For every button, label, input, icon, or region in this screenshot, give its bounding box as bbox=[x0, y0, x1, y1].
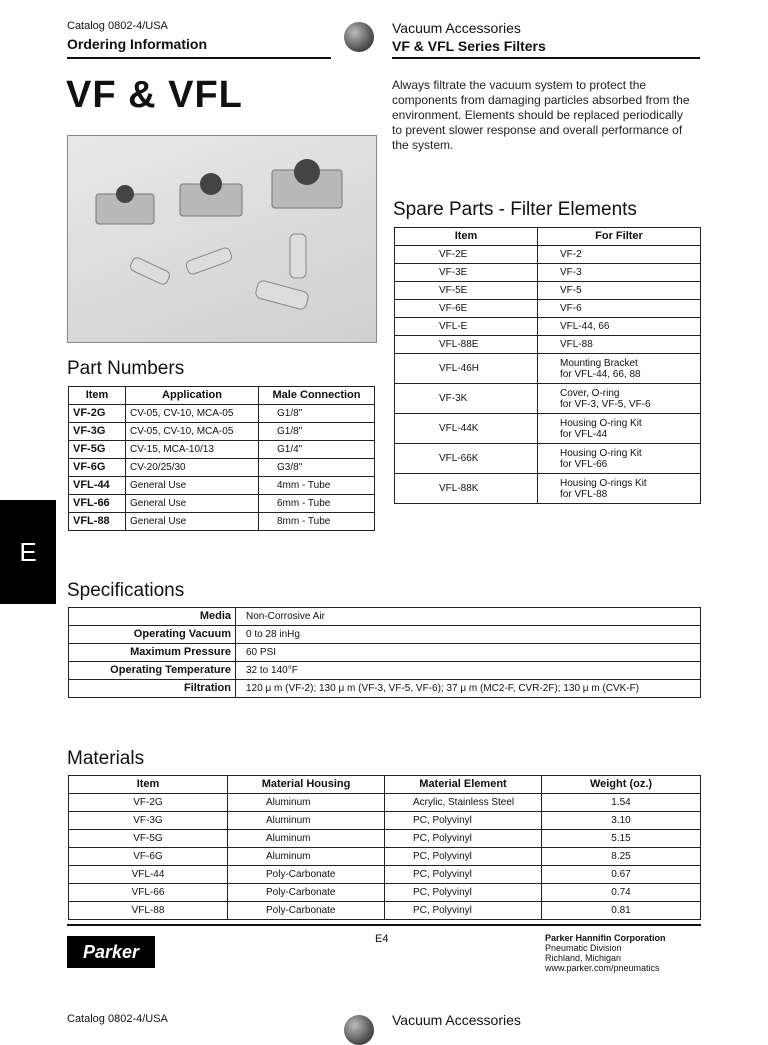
table-row bbox=[395, 474, 701, 504]
section-tab: E bbox=[0, 500, 56, 604]
filter-cell-line: Housing O-ring Kit bbox=[560, 447, 642, 459]
housing-cell: Aluminum bbox=[228, 794, 385, 812]
part-numbers-title: Part Numbers bbox=[67, 358, 185, 379]
table-row bbox=[69, 495, 375, 513]
product-photo bbox=[67, 135, 377, 343]
header-rule-left bbox=[67, 57, 331, 59]
item-cell: VFL-66 bbox=[69, 495, 126, 513]
table-row bbox=[69, 680, 701, 698]
housing-cell: Poly-Carbonate bbox=[228, 902, 385, 920]
intro-text: Always filtrate the vacuum system to protect the components from damaging particles absorbed from the environment. Elements should be replaced periodically to prevent slower response and overall performance of the system. bbox=[392, 78, 690, 152]
item-cell: VFL-66K bbox=[395, 444, 538, 474]
element-cell: PC, Polyvinyl bbox=[385, 812, 542, 830]
housing-cell: Poly-Carbonate bbox=[228, 866, 385, 884]
filter-cell-line: for VFL-66 bbox=[560, 458, 608, 470]
table-row bbox=[395, 384, 701, 414]
filter-cell-line: for VF-3, VF-5, VF-6 bbox=[560, 398, 651, 410]
table-row bbox=[69, 812, 701, 830]
globe-icon bbox=[344, 22, 374, 52]
element-cell: PC, Polyvinyl bbox=[385, 884, 542, 902]
item-cell: VFL-66 bbox=[69, 884, 228, 902]
element-cell: PC, Polyvinyl bbox=[385, 866, 542, 884]
spec-value: Non-Corrosive Air bbox=[236, 608, 701, 626]
footer-rule bbox=[67, 924, 701, 926]
table-row bbox=[395, 318, 701, 336]
connection-cell: G3/8" bbox=[259, 459, 375, 477]
table-row bbox=[395, 264, 701, 282]
weight-cell: 0.81 bbox=[542, 902, 701, 920]
application-cell: CV-20/25/30 bbox=[126, 459, 259, 477]
table-row bbox=[395, 444, 701, 474]
connection-cell: 6mm - Tube bbox=[259, 495, 375, 513]
item-cell: VF-3K bbox=[395, 384, 538, 414]
spare-parts-title: Spare Parts - Filter Elements bbox=[393, 199, 637, 220]
spec-label: Operating Temperature bbox=[69, 662, 236, 680]
table-row bbox=[69, 830, 701, 848]
specifications-title: Specifications bbox=[67, 580, 185, 601]
page-number: E4 bbox=[375, 933, 389, 945]
item-cell: VFL-44 bbox=[69, 866, 228, 884]
item-cell: VFL-44K bbox=[395, 414, 538, 444]
item-cell: VFL-44 bbox=[69, 477, 126, 495]
category-label: Vacuum Accessories bbox=[392, 20, 521, 36]
spec-label: Operating Vacuum bbox=[69, 626, 236, 644]
application-cell: General Use bbox=[126, 495, 259, 513]
item-cell: VF-3G bbox=[69, 812, 228, 830]
next-page-category: Vacuum Accessories bbox=[392, 1012, 521, 1028]
weight-cell: 0.67 bbox=[542, 866, 701, 884]
table-row bbox=[69, 459, 375, 477]
filter-cell: VF-6 bbox=[538, 300, 701, 318]
table-header-row bbox=[395, 228, 701, 246]
element-cell: PC, Polyvinyl bbox=[385, 848, 542, 866]
item-cell: VFL-46H bbox=[395, 354, 538, 384]
filter-cell-line: Cover, O-ring bbox=[560, 387, 620, 399]
page-title: VF & VFL bbox=[66, 74, 243, 116]
series-label: VF & VFL Series Filters bbox=[392, 38, 546, 54]
spec-value: 0 to 28 inHg bbox=[236, 626, 701, 644]
application-cell: General Use bbox=[126, 513, 259, 531]
table-row bbox=[69, 441, 375, 459]
item-cell: VF-3E bbox=[395, 264, 538, 282]
part-numbers-table bbox=[68, 386, 375, 531]
division-name: Pneumatic Division bbox=[545, 943, 622, 953]
weight-cell: 8.25 bbox=[542, 848, 701, 866]
item-cell: VF-2G bbox=[69, 405, 126, 423]
spec-label: Maximum Pressure bbox=[69, 644, 236, 662]
table-row bbox=[395, 282, 701, 300]
connection-cell: 8mm - Tube bbox=[259, 513, 375, 531]
table-row bbox=[69, 626, 701, 644]
weight-cell: 1.54 bbox=[542, 794, 701, 812]
table-row bbox=[395, 300, 701, 318]
weight-cell: 0.74 bbox=[542, 884, 701, 902]
column-header: Item bbox=[69, 387, 126, 405]
column-header: Material Element bbox=[385, 776, 542, 794]
spec-value: 60 PSI bbox=[236, 644, 701, 662]
item-cell: VF-3G bbox=[69, 423, 126, 441]
filter-cell: VF-5 bbox=[538, 282, 701, 300]
spec-value: 32 to 140°F bbox=[236, 662, 701, 680]
filter-cell: VF-2 bbox=[538, 246, 701, 264]
header-rule-right bbox=[392, 57, 700, 59]
item-cell: VF-2G bbox=[69, 794, 228, 812]
weight-cell: 5.15 bbox=[542, 830, 701, 848]
catalog-number: Catalog 0802-4/USA bbox=[67, 20, 168, 32]
element-cell: Acrylic, Stainless Steel bbox=[385, 794, 542, 812]
item-cell: VF-5G bbox=[69, 830, 228, 848]
table-row bbox=[69, 405, 375, 423]
table-row bbox=[69, 794, 701, 812]
column-header: Weight (oz.) bbox=[542, 776, 701, 794]
connection-cell: 4mm - Tube bbox=[259, 477, 375, 495]
table-row bbox=[69, 662, 701, 680]
weight-cell: 3.10 bbox=[542, 812, 701, 830]
table-row bbox=[69, 902, 701, 920]
filter-cell: VFL-88 bbox=[538, 336, 701, 354]
filter-cell-line: Housing O-rings Kit bbox=[560, 477, 647, 489]
table-header-row bbox=[69, 776, 701, 794]
column-header: Male Connection bbox=[259, 387, 375, 405]
column-header: Item bbox=[69, 776, 228, 794]
spare-parts-table bbox=[394, 227, 701, 504]
parker-logo: Parker bbox=[67, 936, 155, 968]
company-name: Parker Hannifin Corporation bbox=[545, 933, 666, 943]
item-cell: VFL-88 bbox=[69, 513, 126, 531]
filter-cell-line: for VFL-44, 66, 88 bbox=[560, 368, 641, 380]
application-cell: CV-05, CV-10, MCA-05 bbox=[126, 405, 259, 423]
connection-cell: G1/8" bbox=[259, 423, 375, 441]
housing-cell: Aluminum bbox=[228, 848, 385, 866]
application-cell: General Use bbox=[126, 477, 259, 495]
spec-label: Media bbox=[69, 608, 236, 626]
item-cell: VF-5G bbox=[69, 441, 126, 459]
table-row bbox=[69, 477, 375, 495]
item-cell: VFL-88K bbox=[395, 474, 538, 504]
column-header: Application bbox=[126, 387, 259, 405]
element-cell: PC, Polyvinyl bbox=[385, 830, 542, 848]
materials-title: Materials bbox=[67, 748, 145, 769]
table-row bbox=[395, 354, 701, 384]
item-cell: VF-6G bbox=[69, 848, 228, 866]
table-row bbox=[395, 414, 701, 444]
filter-cell-line: for VFL-44 bbox=[560, 428, 608, 440]
column-header: Material Housing bbox=[228, 776, 385, 794]
housing-cell: Poly-Carbonate bbox=[228, 884, 385, 902]
application-cell: CV-05, CV-10, MCA-05 bbox=[126, 423, 259, 441]
filter-cell-line: for VFL-88 bbox=[560, 488, 608, 500]
location: Richland, Michigan bbox=[545, 953, 622, 963]
next-page-globe-icon bbox=[344, 1015, 374, 1045]
column-header: Item bbox=[395, 228, 538, 246]
filter-cell: VFL-44, 66 bbox=[538, 318, 701, 336]
table-row bbox=[395, 336, 701, 354]
table-row bbox=[69, 884, 701, 902]
filter-cell: VF-3 bbox=[538, 264, 701, 282]
element-cell: PC, Polyvinyl bbox=[385, 902, 542, 920]
table-row bbox=[69, 423, 375, 441]
connection-cell: G1/8" bbox=[259, 405, 375, 423]
table-row bbox=[69, 848, 701, 866]
housing-cell: Aluminum bbox=[228, 812, 385, 830]
table-row bbox=[69, 608, 701, 626]
application-cell: CV-15, MCA-10/13 bbox=[126, 441, 259, 459]
table-row bbox=[69, 513, 375, 531]
website-link[interactable]: www.parker.com/pneumatics bbox=[545, 963, 660, 973]
company-info bbox=[545, 933, 666, 973]
filters-illustration bbox=[68, 136, 376, 342]
item-cell: VF-6E bbox=[395, 300, 538, 318]
table-row bbox=[69, 866, 701, 884]
connection-cell: G1/4" bbox=[259, 441, 375, 459]
item-cell: VFL-88E bbox=[395, 336, 538, 354]
table-header-row bbox=[69, 387, 375, 405]
spec-label: Filtration bbox=[69, 680, 236, 698]
table-row bbox=[69, 644, 701, 662]
item-cell: VF-5E bbox=[395, 282, 538, 300]
section-label: Ordering Information bbox=[67, 36, 207, 52]
filter-cell-line: Mounting Bracket bbox=[560, 357, 638, 369]
table-row bbox=[395, 246, 701, 264]
next-page-catalog: Catalog 0802-4/USA bbox=[67, 1013, 168, 1025]
filter-cell-line: Housing O-ring Kit bbox=[560, 417, 642, 429]
column-header: For Filter bbox=[538, 228, 701, 246]
item-cell: VF-2E bbox=[395, 246, 538, 264]
item-cell: VFL-E bbox=[395, 318, 538, 336]
specifications-table bbox=[68, 607, 701, 698]
housing-cell: Aluminum bbox=[228, 830, 385, 848]
materials-table bbox=[68, 775, 701, 920]
item-cell: VFL-88 bbox=[69, 902, 228, 920]
item-cell: VF-6G bbox=[69, 459, 126, 477]
spec-value: 120 μ m (VF-2); 130 μ m (VF-3, VF-5, VF-6); 37 μ m (MC2-F, CVR-2F); 130 μ m (CVK-F) bbox=[236, 680, 701, 698]
